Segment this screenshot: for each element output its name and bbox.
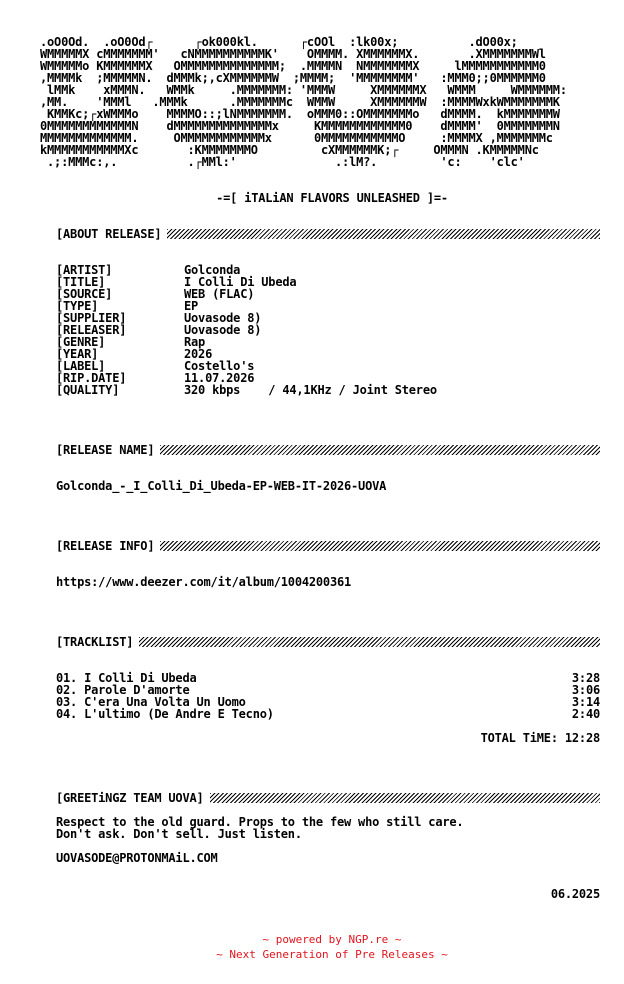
- logo-line: WMMMMMX cMMMMMMM' cNMMMMMMMMMMK' OMMMM. XMMMMMMX. .XMMMMMMMWl: [40, 47, 546, 61]
- section-title: [RELEASE INFO]: [56, 539, 155, 553]
- greetings-line: Respect to the old guard. Props to the few who still care.: [56, 815, 464, 829]
- logo-line: .;:MMMc:,. .┌MMl:' .:lM?. 'c: 'clc': [40, 155, 525, 169]
- field-key: [YEAR]: [56, 347, 99, 361]
- section-title: [RELEASE NAME]: [56, 443, 155, 457]
- section-header: [56, 540, 600, 552]
- release-info-section: [56, 540, 600, 552]
- section-header: [56, 444, 600, 456]
- section-header: [56, 636, 600, 648]
- track-time: 3:14: [571, 695, 600, 709]
- field-value: 320 kbps / 44,1KHz / Joint Stereo: [184, 383, 437, 397]
- logo-line: kMMMMMMMMMMMXc :KMMMMMMMO cXMMMMMMK;┌ OMMMN .KMMMMMNc: [40, 143, 539, 157]
- field-key: [GENRE]: [56, 335, 106, 349]
- greetings-line: Don't ask. Don't sell. Just listen.: [56, 827, 302, 841]
- release-name-value: Golconda_-_I_Colli_Di_Ubeda-EP-WEB-IT-2026-UOVA: [56, 479, 387, 493]
- footer-powered-by[interactable]: ~ powered by NGP.re ~: [262, 933, 402, 946]
- field-value: Costello's: [184, 359, 255, 373]
- field-row: [56, 384, 600, 396]
- hatch-divider: [139, 637, 600, 647]
- hatch-divider: [160, 541, 600, 551]
- track-time: 3:06: [571, 683, 600, 697]
- logo-line: lMMk xMMMN. WMMk .MMMMMMM: 'MMMW XMMMMMMX WMMM WMMMMMM:: [40, 83, 567, 97]
- field-row: [56, 360, 600, 372]
- hatch-divider: [160, 445, 600, 455]
- hatch-divider: [210, 793, 600, 803]
- logo-line: MMMMMMMMMMMMM. OMMMMMMMMMMMMx 0MMMMMMMMMMMO :MMMMX ,MMMMMMMc: [40, 131, 553, 145]
- total-time: TOTAL TiME: 12:28: [480, 731, 600, 745]
- field-value: WEB (FLAC): [184, 287, 255, 301]
- release-name-section: [56, 444, 600, 456]
- greetings-section: [56, 792, 600, 804]
- ascii-logo: [40, 36, 567, 168]
- field-key: [QUALITY]: [56, 383, 120, 397]
- field-value: 11.07.2026: [184, 371, 255, 385]
- track-name: 01. I Colli Di Ubeda: [56, 671, 197, 685]
- about-release-fields: [56, 264, 600, 396]
- footer-tagline: ~ Next Generation of Pre Releases ~: [216, 948, 448, 961]
- logo-line: .oO0Od. .oO0Od┌ ┌ok000kl. ┌cOOl :lk00x; .dO00x;: [40, 35, 518, 49]
- tagline: -=[ iTALiAN FLAVORS UNLEASHED ]=-: [216, 191, 448, 205]
- field-key: [LABEL]: [56, 359, 106, 373]
- logo-line: ,MM. 'MMMl .MMMk .MMMMMMMc WMMW XMMMMMMW :MMMMWxkWMMMMMMMK: [40, 95, 560, 109]
- field-value: Uovasode 8): [184, 311, 262, 325]
- field-key: [ARTIST]: [56, 263, 113, 277]
- logo-line: 0MMMMMMMMMMMMN dMMMMMMMMMMMMMMx KMMMMMMMMMMMM0 dMMMM' 0MMMMMMMN: [40, 119, 560, 133]
- section-header: [56, 792, 600, 804]
- field-key: [SUPPLIER]: [56, 311, 127, 325]
- track-time: 3:28: [571, 671, 600, 685]
- field-row: [56, 288, 600, 300]
- release-info-url[interactable]: https://www.deezer.com/it/album/1004200361: [56, 575, 352, 589]
- field-row: [56, 324, 600, 336]
- tracklist-section: [56, 636, 600, 648]
- track-list: [56, 672, 600, 720]
- field-value: EP: [184, 299, 199, 313]
- field-row: [56, 348, 600, 360]
- greetings-text: [56, 816, 600, 840]
- field-row: [56, 300, 600, 312]
- section-title: [ABOUT RELEASE]: [56, 227, 162, 241]
- field-value: Uovasode 8): [184, 323, 262, 337]
- hatch-divider: [167, 229, 600, 239]
- track-name: 03. C'era Una Volta Un Uomo: [56, 695, 246, 709]
- field-row: [56, 336, 600, 348]
- about-release-section: [56, 228, 600, 240]
- release-date: 06.2025: [550, 887, 600, 901]
- field-value: Rap: [184, 335, 206, 349]
- logo-line: KMMKc;┌xWMMMo MMMMO::;lNMMMMMMM. oMMM0::OMMMMMMMo dMMMM. kMMMMMMMW: [40, 107, 560, 121]
- field-value: I Colli Di Ubeda: [184, 275, 297, 289]
- track-time: 2:40: [571, 707, 600, 721]
- section-header: [56, 228, 600, 240]
- field-key: [RELEASER]: [56, 323, 127, 337]
- field-row: [56, 276, 600, 288]
- field-key: [TITLE]: [56, 275, 106, 289]
- field-value: 2026: [184, 347, 213, 361]
- logo-line: WMMMMMo KMMMMMMX OMMMMMMMMMMMMMM; .MMMMN NMMMMMMMX lMMMMMMMMMMM0: [40, 59, 546, 73]
- contact-email[interactable]: UOVASODE@PROTONMAiL.COM: [56, 851, 218, 865]
- track-name: 04. L'ultimo (De Andre E Tecno): [56, 707, 274, 721]
- section-title: [TRACKLIST]: [56, 635, 134, 649]
- field-row: [56, 312, 600, 324]
- track-row: [56, 708, 600, 720]
- field-key: [TYPE]: [56, 299, 99, 313]
- track-name: 02. Parole D'amorte: [56, 683, 190, 697]
- field-key: [SOURCE]: [56, 287, 113, 301]
- field-key: [RIP.DATE]: [56, 371, 127, 385]
- field-row: [56, 264, 600, 276]
- logo-line: ,MMMMk ;MMMMMN. dMMMk;,cXMMMMMMW ;MMMM; 'MMMMMMMM' :MMM0;;0MMMMMM0: [40, 71, 546, 85]
- section-title: [GREETiNGZ TEAM UOVA]: [56, 791, 204, 805]
- field-value: Golconda: [184, 263, 241, 277]
